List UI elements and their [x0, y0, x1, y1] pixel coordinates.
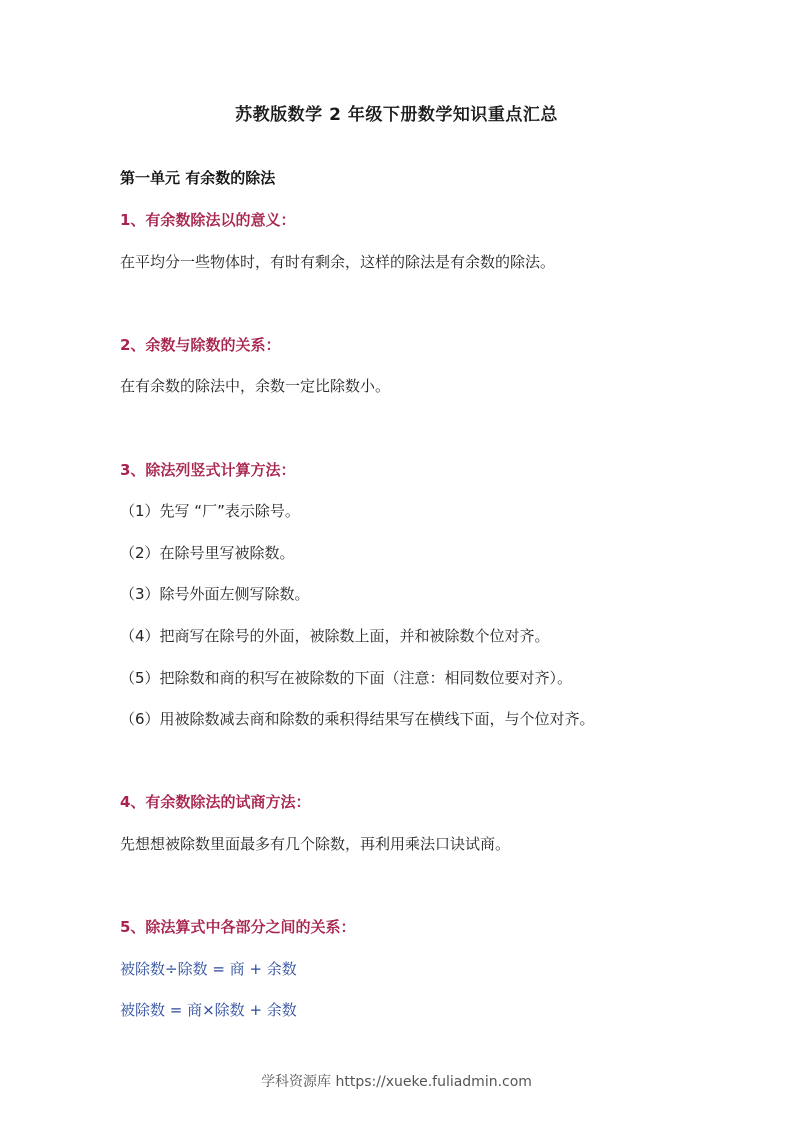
step-5: （5）把除数和商的积写在被除数的下面（注意：相同数位要对齐）。 [120, 669, 573, 687]
unit-title: 第一单元 有余数的除法 [120, 169, 276, 187]
formula-1: 被除数÷除数 = 商 + 余数 [120, 960, 297, 978]
section-2-body: 在有余数的除法中，余数一定比除数小。 [120, 377, 391, 395]
section-2-heading: 2、余数与除数的关系： [120, 336, 281, 354]
step-1: （1）先写 “厂”表示除号。 [120, 502, 300, 520]
section-1-body: 在平均分一些物体时，有时有剩余，这样的除法是有余数的除法。 [120, 253, 556, 271]
step-6: （6）用被除数减去商和除数的乘积得结果写在横线下面，与个位对齐。 [120, 710, 595, 728]
section-5-heading: 5、除法算式中各部分之间的关系： [120, 918, 356, 936]
page-title: 苏教版数学 2 年级下册数学知识重点汇总 [235, 105, 558, 125]
section-3-heading: 3、除法列竖式计算方法： [120, 461, 296, 479]
section-1-heading: 1、有余数除法以的意义： [120, 211, 296, 229]
formula-2: 被除数 = 商×除数 + 余数 [120, 1001, 297, 1019]
footer-source: 学科资源库 https://xueke.fuliadmin.com [261, 1074, 532, 1090]
step-3: （3）除号外面左侧写除数。 [120, 585, 310, 603]
step-4: （4）把商写在除号的外面，被除数上面，并和被除数个位对齐。 [120, 627, 550, 645]
section-4-body: 先想想被除数里面最多有几个除数，再利用乘法口诀试商。 [120, 835, 511, 853]
section-4-heading: 4、有余数除法的试商方法： [120, 793, 311, 811]
step-2: （2）在除号里写被除数。 [120, 544, 295, 562]
